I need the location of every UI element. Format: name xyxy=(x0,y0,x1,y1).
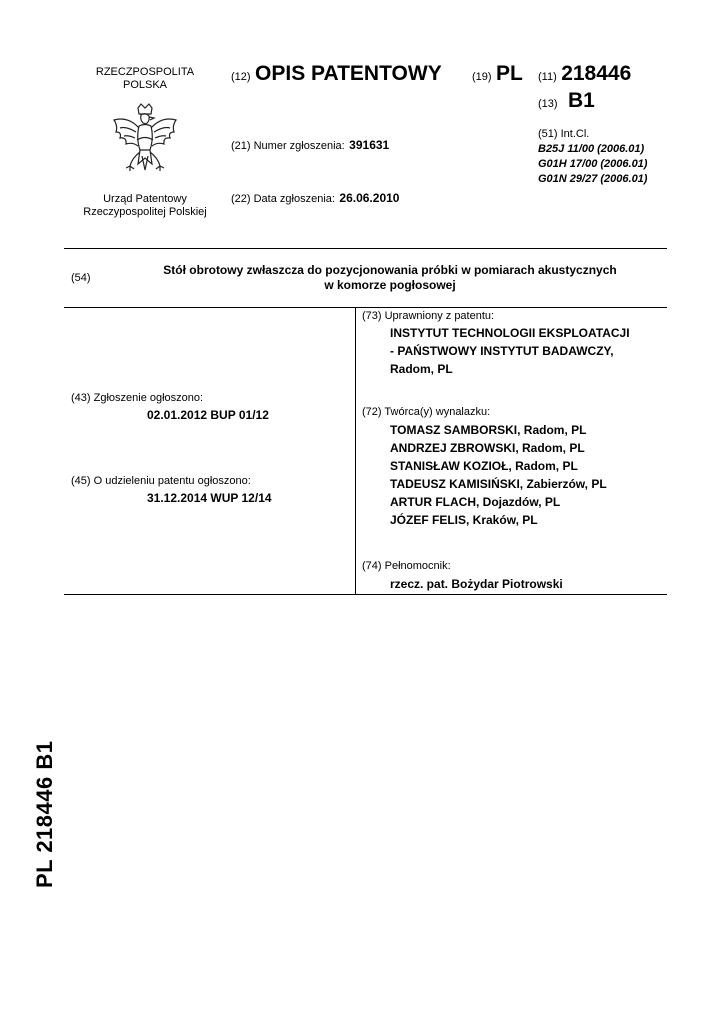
app-no-label: (21) Numer zgłoszenia: xyxy=(231,140,345,152)
owner-line: - PAŃSTWOWY INSTYTUT BADAWCZY, xyxy=(390,344,614,358)
patent-number xyxy=(538,62,631,86)
doc-type-title: OPIS PATENTOWY xyxy=(255,62,442,85)
bottom-divider xyxy=(64,594,667,595)
polish-eagle-emblem xyxy=(108,102,182,182)
owner-block xyxy=(390,324,630,378)
publication-label: (43) Zgłoszenie ogłoszono: xyxy=(71,392,204,404)
int-cl-item: G01N 29/27 (2006.01) xyxy=(538,173,648,185)
publication-value: 02.01.2012 BUP 01/12 xyxy=(147,408,269,422)
attorney-value: rzecz. pat. Bożydar Piotrowski xyxy=(390,577,563,591)
column-divider xyxy=(355,307,356,595)
int-cl-label: (51) Int.Cl. xyxy=(538,128,590,140)
title-code: (54) xyxy=(71,272,91,284)
owner-line: INSTYTUT TECHNOLOGII EKSPLOATACJI xyxy=(390,326,630,340)
country-name xyxy=(80,66,210,92)
title-divider xyxy=(64,307,667,308)
code-19: (19) xyxy=(472,71,492,83)
side-patent-label: PL 218446 B1 xyxy=(32,740,57,888)
attorney-label: (74) Pełnomocnik: xyxy=(362,560,451,572)
application-number xyxy=(231,136,389,154)
grant-label: (45) O udzieleniu patentu ogłoszono: xyxy=(71,475,251,487)
int-cl-block xyxy=(538,127,647,187)
inventors-label: (72) Twórca(y) wynalazku: xyxy=(362,406,491,418)
country-code xyxy=(472,62,523,86)
inventor-item: ANDRZEJ ZBROWSKI, Radom, PL xyxy=(390,441,585,455)
country-line1: RZECZPOSPOLITA xyxy=(95,66,195,78)
country-line2: POLSKA xyxy=(122,79,168,91)
office-line1: Urząd Patentowy xyxy=(103,193,187,205)
patent-title xyxy=(100,263,680,293)
int-cl-item: G01H 17/00 (2006.01) xyxy=(538,158,648,170)
inventors-list xyxy=(390,421,607,529)
inventor-item: JÓZEF FELIS, Kraków, PL xyxy=(390,513,538,527)
title-line2: w komorze pogłosowej xyxy=(324,278,456,292)
code-12: (12) xyxy=(231,71,251,83)
filing-label: (22) Data zgłoszenia: xyxy=(231,193,335,205)
office-line2: Rzeczypospolitej Polskiej xyxy=(83,206,207,218)
title-line1: Stół obrotowy zwłaszcza do pozycjonowania próbki w pomiarach akustycznych xyxy=(163,263,617,277)
document-type xyxy=(231,62,442,86)
code-11: (11) xyxy=(538,71,557,83)
owner-line: Radom, PL xyxy=(390,362,453,376)
filing-date xyxy=(231,189,399,207)
header-divider xyxy=(64,248,667,249)
kind-value: B1 xyxy=(568,89,595,112)
grant-value: 31.12.2014 WUP 12/14 xyxy=(147,491,272,505)
office-name xyxy=(65,193,225,219)
inventor-item: TOMASZ SAMBORSKI, Radom, PL xyxy=(390,423,587,437)
filing-date-value: 26.06.2010 xyxy=(339,191,400,205)
country-code-value: PL xyxy=(496,62,523,85)
kind-code xyxy=(538,89,595,113)
patent-number-value: 218446 xyxy=(561,62,632,85)
code-13: (13) xyxy=(538,98,558,110)
app-no-value: 391631 xyxy=(349,138,390,152)
owner-label: (73) Uprawniony z patentu: xyxy=(362,310,495,322)
inventor-item: STANISŁAW KOZIOŁ, Radom, PL xyxy=(390,459,578,473)
int-cl-item: B25J 11/00 (2006.01) xyxy=(538,143,645,155)
inventor-item: TADEUSZ KAMISIŃSKI, Zabierzów, PL xyxy=(390,477,607,491)
inventor-item: ARTUR FLACH, Dojazdów, PL xyxy=(390,495,561,509)
